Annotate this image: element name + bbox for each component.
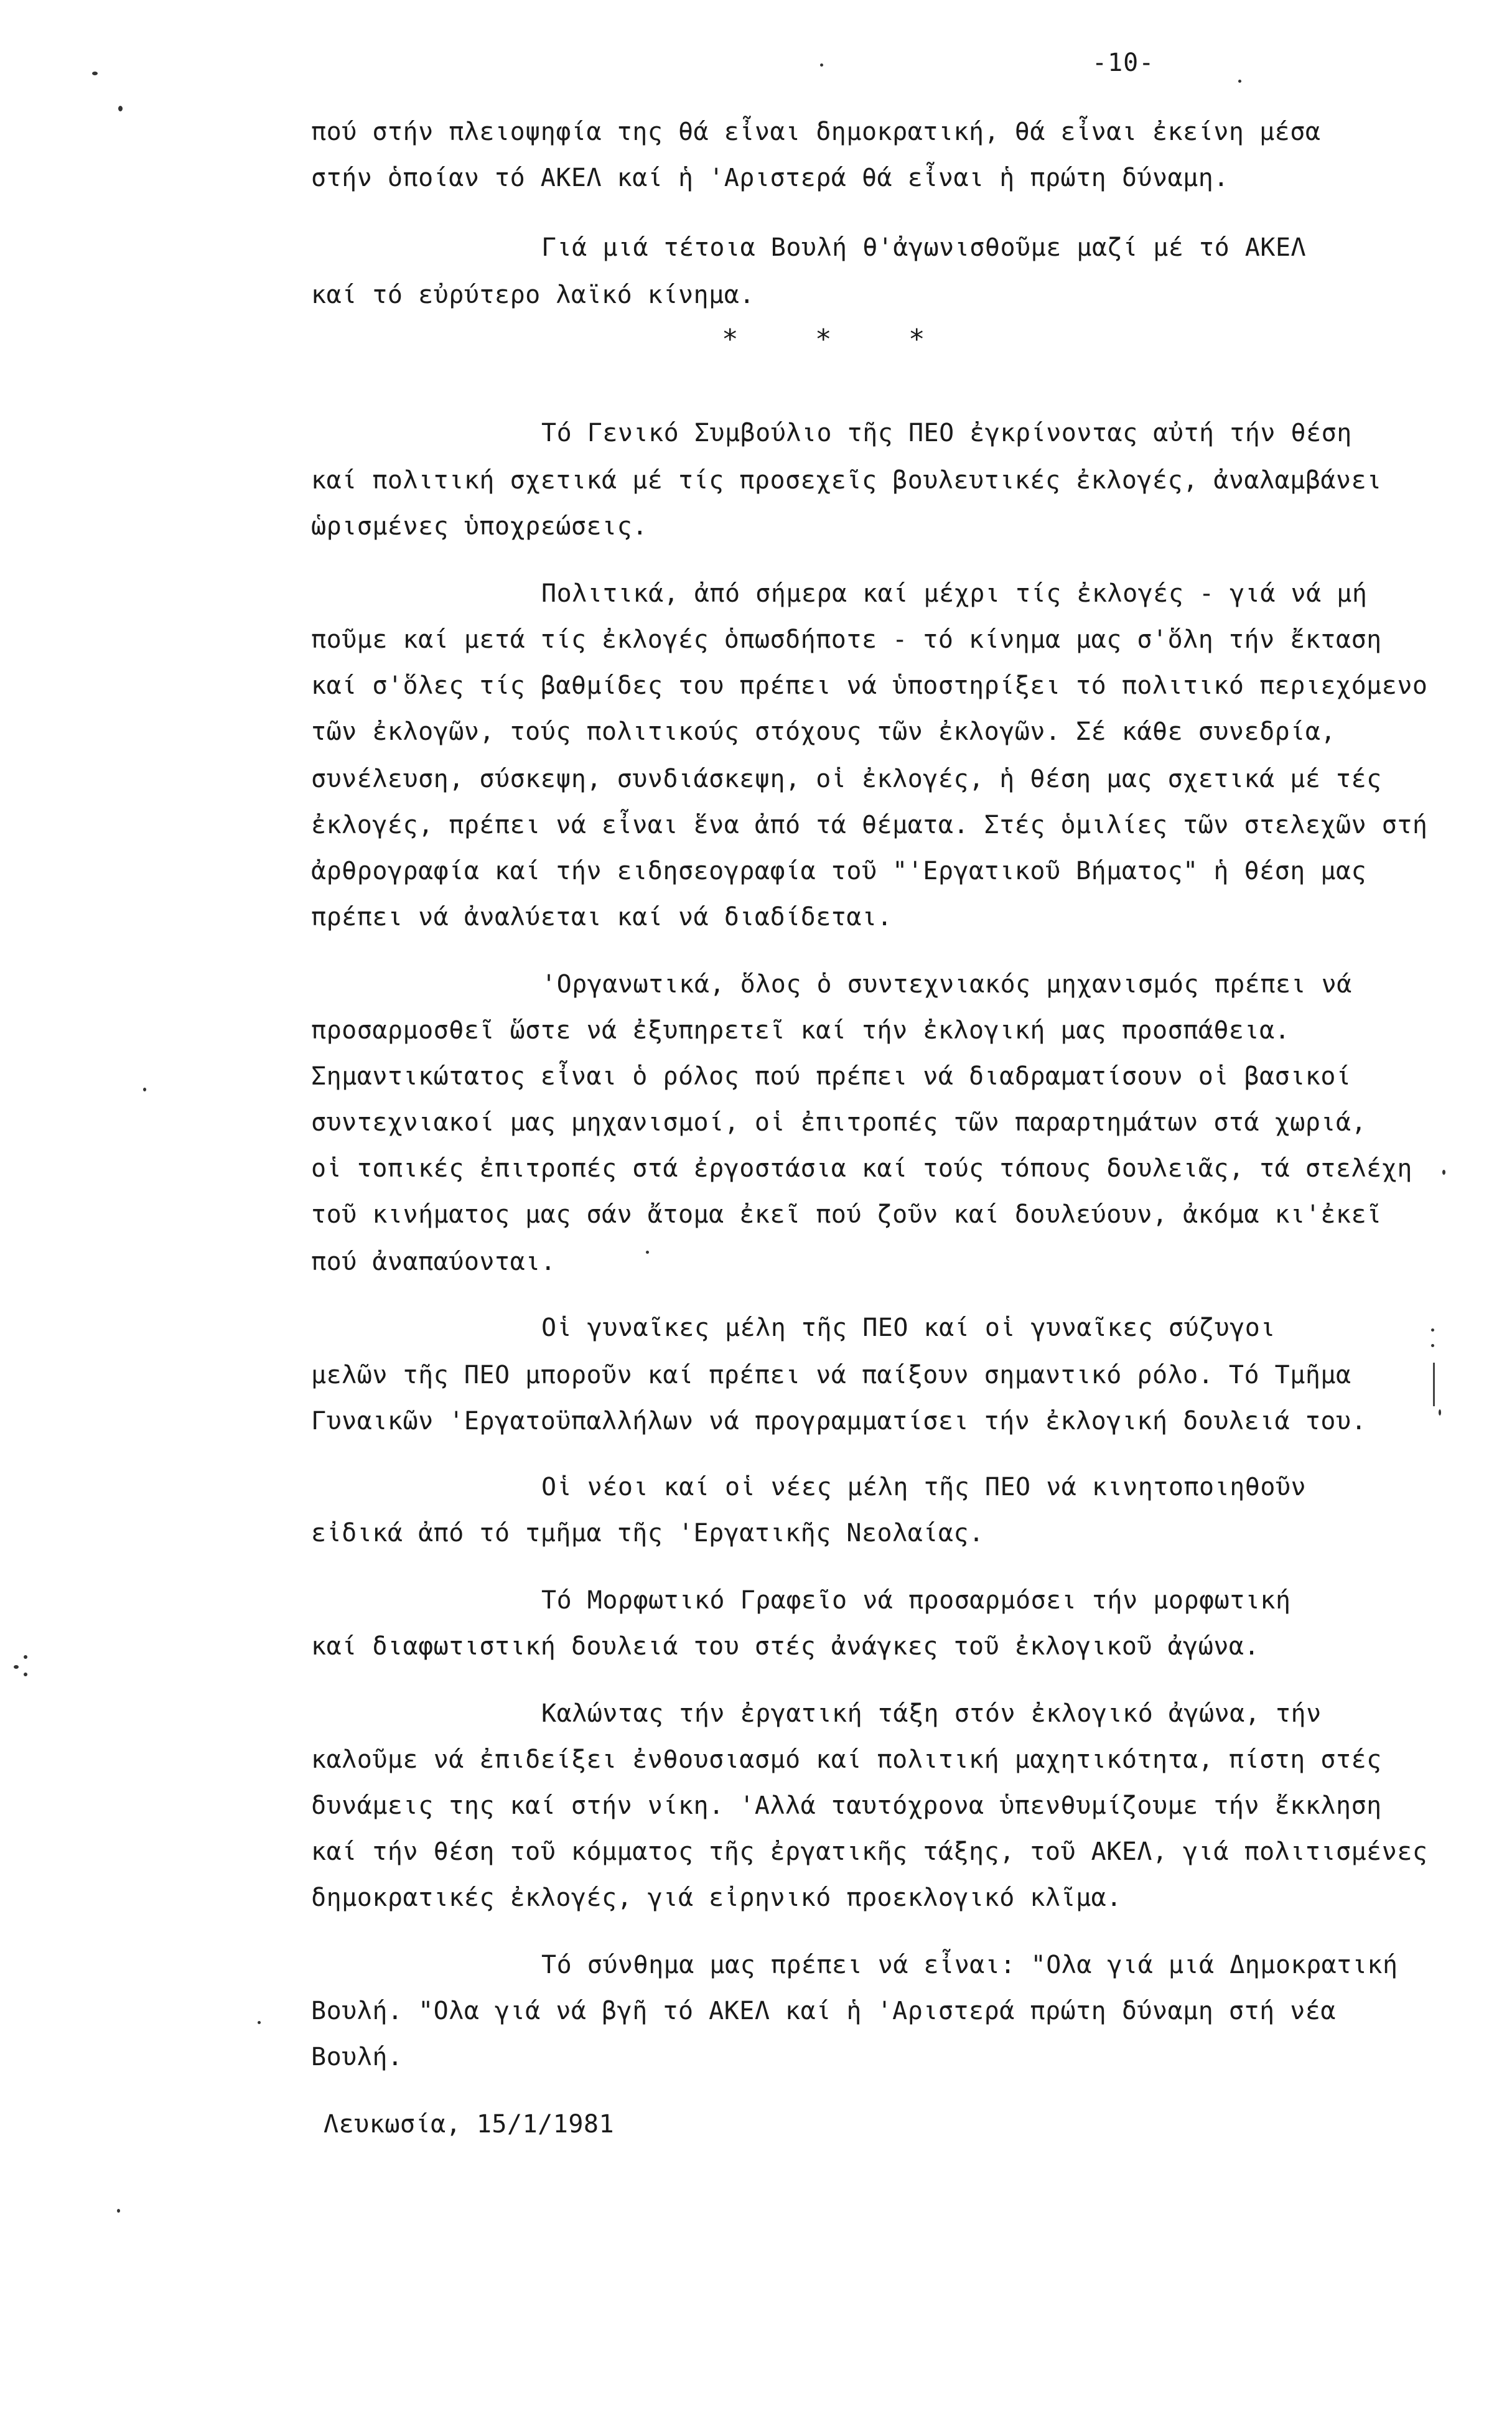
text-line: εἰδικά ἀπό τό τμῆμα τῆς 'Εργατικῆς Νεολαίας. (311, 1519, 984, 1547)
page-number: -10- (1092, 49, 1155, 77)
text-line: πού στήν πλειοψηφία της θά εἶναι δημοκρατική, θά εἶναι ἐκείνη μέσα (311, 118, 1321, 146)
text-line: Καλώντας τήν ἐργατική τάξη στόν ἐκλογικό ἀγώνα, τήν (541, 1699, 1322, 1728)
text-line: τοῦ κινήματος μας σάν ἄτομα ἐκεῖ πού ζοῦν καί δουλεύουν, ἀκόμα κι'ἐκεῖ (311, 1200, 1382, 1229)
scan-speck (1439, 1409, 1441, 1416)
text-line: Βουλή. "Ολα γιά νά βγῆ τό ΑΚΕΛ καί ἡ 'Αριστερά πρώτη δύναμη στή νέα (311, 1997, 1336, 2025)
text-line: Πολιτικά, ἀπό σήμερα καί μέχρι τίς ἐκλογές - γιά νά μή (541, 579, 1368, 608)
text-line: καί σ'ὅλες τίς βαθμίδες του πρέπει νά ὑποστηρίξει τό πολιτικό περιεχόμενο (311, 671, 1428, 700)
text-line: Βουλή. (311, 2043, 403, 2071)
text-line: συντεχνιακοί μας μηχανισμοί, οἱ ἐπιτροπές τῶν παραρτημάτων στά χωριά, (311, 1108, 1367, 1137)
scan-speck (143, 1088, 146, 1091)
text-line: Γιά μιά τέτοια Βουλή θ'ἀγωνισθοῦμε μαζί μέ τό ΑΚΕΛ (541, 233, 1307, 262)
scan-speck (1431, 1328, 1434, 1332)
scan-speck (1431, 1344, 1434, 1347)
text-line: καλοῦμε νά ἐπιδείξει ἐνθουσιασμό καί πολιτική μαχητικότητα, πίστη στές (311, 1745, 1382, 1774)
scan-speck (118, 106, 123, 111)
scan-speck (24, 1673, 27, 1676)
text-line: καί τό εὐρύτερο λαϊκό κίνημα. (311, 281, 755, 309)
text-line: καί πολιτική σχετικά μέ τίς προσεχεῖς βουλευτικές ἐκλογές, ἀναλαμβάνει (311, 466, 1382, 495)
text-line: προσαρμοσθεῖ ὥστε νά ἐξυπηρετεῖ καί τήν ἐκλογική μας προσπάθεια. (311, 1016, 1290, 1045)
separator-star: * (815, 324, 832, 355)
scan-speck (14, 1665, 19, 1669)
scan-speck (646, 1251, 649, 1254)
text-line: Τό Μορφωτικό Γραφεῖο νά προσαρμόσει τήν μορφωτική (541, 1586, 1291, 1615)
scan-speck (1442, 1170, 1445, 1175)
document-date: Λευκωσία, 15/1/1981 (324, 2110, 615, 2139)
text-line: τῶν ἐκλογῶν, τούς πολιτικούς στόχους τῶν ἐκλογῶν. Σέ κάθε συνεδρία, (311, 717, 1336, 746)
text-line: Οἱ γυναῖκες μέλη τῆς ΠΕΟ καί οἱ γυναῖκες σύζυγοι (541, 1314, 1276, 1342)
text-line: δυνάμεις της καί στήν νίκη. 'Αλλά ταυτόχρονα ὑπενθυμίζουμε τήν ἔκκληση (311, 1791, 1382, 1820)
scan-speck (258, 2021, 261, 2024)
scan-speck (820, 63, 823, 67)
text-line: μελῶν τῆς ΠΕΟ μποροῦν καί πρέπει νά παίξουν σημαντικό ρόλο. Τό Τμῆμα (311, 1361, 1351, 1389)
text-line: Οἱ νέοι καί οἱ νέες μέλη τῆς ΠΕΟ νά κινητοποιηθοῦν (541, 1473, 1307, 1501)
scan-margin-line (1433, 1363, 1435, 1406)
section-separator (722, 324, 1002, 355)
scan-speck (92, 72, 98, 75)
text-line: ἀρθρογραφία καί τήν ειδησεογραφία τοῦ "'Εργατικοῦ Βήματος" ἡ θέση μας (311, 857, 1367, 885)
scan-speck (24, 1655, 27, 1659)
text-line: Τό Γενικό Συμβούλιο τῆς ΠΕΟ ἐγκρίνοντας αὐτή τήν θέση (541, 419, 1352, 447)
text-line: καί διαφωτιστική δουλειά του στές ἀνάγκες τοῦ ἐκλογικοῦ ἀγώνα. (311, 1632, 1260, 1661)
scan-speck (117, 2209, 120, 2213)
text-line: ὡρισμένες ὑποχρεώσεις. (311, 512, 648, 541)
scan-speck (1238, 80, 1241, 83)
text-line: 'Οργανωτικά, ὅλος ὁ συντεχνιακός μηχανισμός πρέπει νά (541, 970, 1352, 999)
text-line: δημοκρατικές ἐκλογές, γιά εἰρηνικό προεκλογικό κλῖμα. (311, 1883, 1122, 1912)
text-line: πού ἀναπαύονται. (311, 1248, 556, 1276)
separator-star: * (908, 324, 925, 355)
text-line: συνέλευση, σύσκεψη, συνδιάσκεψη, οἱ ἐκλογές, ἡ θέση μας σχετικά μέ τές (311, 765, 1382, 793)
separator-star: * (722, 324, 739, 355)
text-line: Σημαντικώτατος εἶναι ὁ ρόλος πού πρέπει νά διαδραματίσουν οἱ βασικοί (311, 1062, 1351, 1091)
text-line: Γυναικῶν 'Εργατοϋπαλλήλων νά προγραμματίσει τήν ἐκλογική δουλειά του. (311, 1407, 1367, 1435)
text-line: καί τήν θέση τοῦ κόμματος τῆς ἐργατικῆς τάξης, τοῦ ΑΚΕΛ, γιά πολιτισμένες (311, 1837, 1428, 1866)
text-line: πρέπει νά ἀναλύεται καί νά διαδίδεται. (311, 903, 893, 931)
text-line: οἱ τοπικές ἐπιτροπές στά ἐργοστάσια καί τούς τόπους δουλειᾶς, τά στελέχη (311, 1154, 1412, 1183)
text-line: Τό σύνθημα μας πρέπει νά εἶναι: "Ολα γιά μιά Δημοκρατική (541, 1951, 1398, 1979)
text-line: ποῦμε καί μετά τίς ἐκλογές ὁπωσδήποτε - τό κίνημα μας σ'ὅλη τήν ἔκταση (311, 625, 1382, 654)
text-line: στήν ὁποίαν τό ΑΚΕΛ καί ἡ 'Αριστερά θά εἶναι ἡ πρώτη δύναμη. (311, 164, 1229, 192)
text-line: ἐκλογές, πρέπει νά εἶναι ἕνα ἀπό τά θέματα. Στές ὁμιλίες τῶν στελεχῶν στή (311, 811, 1428, 839)
